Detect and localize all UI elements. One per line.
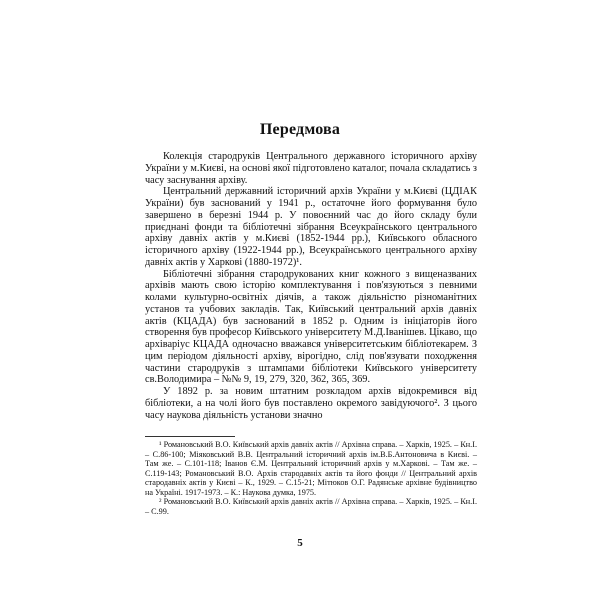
paragraph: Бібліотечні зібрання стародрукованих книг кожного з вищеназваних архівів мають свою історію комплектування і пов'язуються з певними колами культурно-освітніх діячів, а також діяльністю різноманітних установ та учбових закладів. Так, Київський центральний архів давніх актів (КЦАДА) був заснований в 1852 р. Одним із ініціаторів його створення був професор Київського університету М.Д.Іванішев. Цікаво, що архіваріус КЦАДА одночасно вважався університетським бібліотекарем. З цим періодом діяльності архіву, вірогідно, слід пов'язувати походження частини стародруків з штампами бібліотеки Київського університету св.Володимира – №№ 9, 19, 279, 320, 362, 365, 369. (145, 268, 477, 386)
footnotes (145, 440, 477, 516)
page-number: 5 (297, 537, 303, 549)
footnote-divider (145, 436, 235, 437)
paragraph: У 1892 р. за новим штатним розкладом архів відокремився від бібліотеки, а на чолі його був поставлено окремого завідуючого². З цього часу наукова діяльність установи значно (145, 386, 477, 421)
paragraph: Центральний державний історичний архів України у м.Києві (ЦДІАК України) був заснований у 1941 р., остаточне його формування було завершено в березні 1944 р. У повоєнний час до його складу були приєднані фонди та бібліотечні зібрання Всеукраїнського центрального архіву давніх актів у м.Києві (1852-1944 рр.), Київського обласного історичного архіву (1922-1944 рр.), Всеукраїнського центрального архіву давніх актів у Харкові (1880-1972)¹. (145, 186, 477, 268)
footnote: ¹ Романовський В.О. Київський архів давніх актів // Архівна справа. – Харків, 1925. – Кн.I. – С.86-100; Міяковський В.В. Центральний історичний архів ім.В.Б.Антоновича в Києві. – Там же. – С.101-118; Іванов Є.М. Центральний історичний архів у м.Харкові. – Там же. – С.119-143; Романовський В.О. Архів стародавніх актів та його фонди // Центральний архів стародавніх актів у Києві – К., 1929. – С.15-21; Мітюков О.Г. Радянське архівне будівництво на Україні. 1917-1973. – К.: Наукова думка, 1975. (145, 440, 477, 497)
page-title: Передмова (259, 121, 341, 138)
paragraph: Колекція стародруків Центрального державного історичного архіву України у м.Києві, на основі якої підготовлено каталог, почала складатись з часу заснування архіву. (145, 151, 477, 186)
main-text (145, 151, 477, 421)
footnote: ² Романовський В.О. Київський архів давніх актів // Архівна справа. – Харків, 1925. – Кн.I. – С.99. (145, 497, 477, 516)
